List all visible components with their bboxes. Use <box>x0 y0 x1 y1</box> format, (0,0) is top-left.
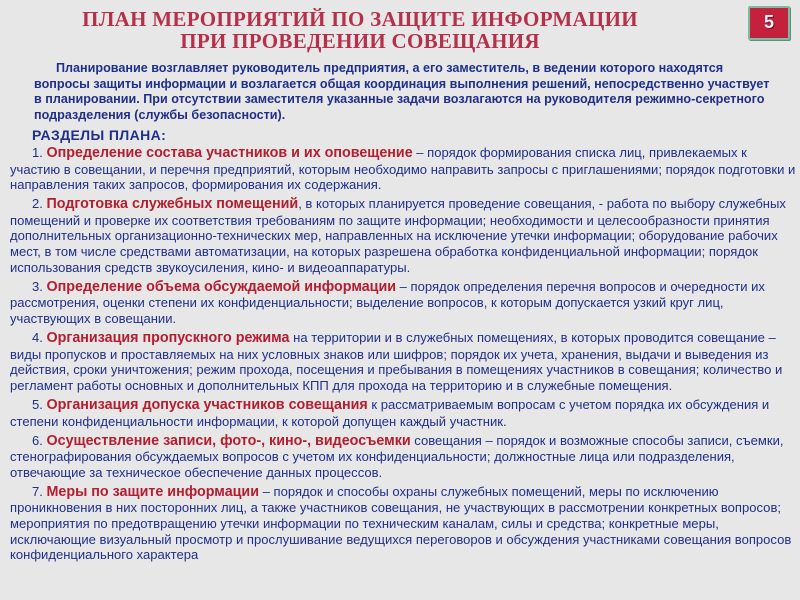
item-number: 2. <box>32 196 43 212</box>
slide-number: 5 <box>763 12 774 32</box>
item-heading: Определение состава участников и их оповещение <box>46 145 413 161</box>
title-line-1: ПЛАН МЕРОПРИЯТИЙ ПО ЗАЩИТЕ ИНФОРМАЦИИ <box>82 7 638 31</box>
item-number: 1. <box>32 145 43 160</box>
item-text: на территории и в служебных помещениях, в которых проводится совещание – виды пропусков и проставляемых на них условных знаков или шифров; порядок их учета, хранения, выдачи и выведения из действия, сроки уничтожения; режим прохода, посещения и пребывания в помещениях участников в совещания; количество и регламент работы основных и дополнительных КПП для прохода на территорию и в служебные помещения. <box>10 330 783 393</box>
slide-number-badge <box>748 6 790 40</box>
list-item <box>10 330 796 393</box>
item-heading: Подготовка служебных помещений <box>46 196 299 213</box>
list-item <box>10 484 796 563</box>
list-item <box>10 433 796 481</box>
item-number: 4. <box>32 330 43 346</box>
item-number: 7. <box>32 483 43 499</box>
list-item <box>10 279 796 327</box>
item-text: – порядок определения перечня вопросов и очередности их рассмотрения, оценки степени их конфиденциальности; выделение вопросов, к которым допускается узкий круг лиц, участвующих в совещании. <box>10 278 765 326</box>
item-heading: Осуществление записи, фото-, кино-, видеосъемки <box>46 432 411 449</box>
list-item <box>10 397 796 429</box>
item-heading: Организация пропускного режима <box>46 330 290 347</box>
item-heading: Определение объема обсуждаемой информации <box>46 278 397 295</box>
item-text: к рассматриваемым вопросам с учетом порядка их обсуждения и степени конфиденциальности информации, к которой допущен каждый участник. <box>10 396 770 429</box>
list-item <box>10 145 796 193</box>
plan-sections-list <box>10 145 796 566</box>
item-text: – порядок и способы охраны служебных помещений, меры по исключению проникновения в них посторонних лиц, а также участников совещания, не участвующих в рассмотрении конкретных вопросов; мероприятия по предотвращению утечки информации по техническим каналам, силы и средства; конкретные меры, исключающие визуальный просмотр и прослушивание ведущихся переговоров и обсуждения участниками совещания вопросов конфиденциального характера <box>10 483 792 563</box>
item-text: – порядок формирования списка лиц, привлекаемых к участию в совещании, и перечня предприятий, которым необходимо направить запросы с приглашениями; порядок подготовки и направления таких запросов, формирования их содержания. <box>10 145 796 193</box>
item-heading: Меры по защите информации <box>46 483 260 500</box>
item-text: , в которых планируется проведение совещания, - работа по выбору служебных помещений и проверке их соответствия требованиям по защите информации; необходимости и целесообразности принятия дополнительных организационно-технических мер, направленных на исключение утечки информации; оборудование рабочих мест, в том числе средствами автоматизации, на которых разрешена обработка конфиденциальной информации; порядок использования средств звукоусиления, кино- и видеоаппаратуры. <box>10 196 786 275</box>
item-number: 3. <box>32 278 43 294</box>
title-line-2: ПРИ ПРОВЕДЕНИИ СОВЕЩАНИЯ <box>180 29 540 53</box>
intro-paragraph: Планирование возглавляет руководитель предприятия, а его заместитель, в ведении которого находятся вопросы защиты информации и возлагается общая координация выполнения решений, непосредственно участвует в планировании. При отсутствии заместителя указанные задачи возлагаются на руководителя режимно-секретного подразделения (службы безопасности). <box>34 61 770 122</box>
item-text: совещания – порядок и возможные способы записи, съемки, стенографирования обсуждаемых вопросов с учетом их конфиденциальности; должностные лица или подразделения, отвечающие за техническое обеспечение данных процессов. <box>10 432 784 480</box>
item-number: 6. <box>32 432 43 448</box>
item-number: 5. <box>32 396 43 412</box>
item-heading: Организация допуска участников совещания <box>46 396 368 413</box>
page-title <box>40 8 680 52</box>
list-item <box>10 196 796 275</box>
sections-heading: РАЗДЕЛЫ ПЛАНА: <box>32 127 167 143</box>
